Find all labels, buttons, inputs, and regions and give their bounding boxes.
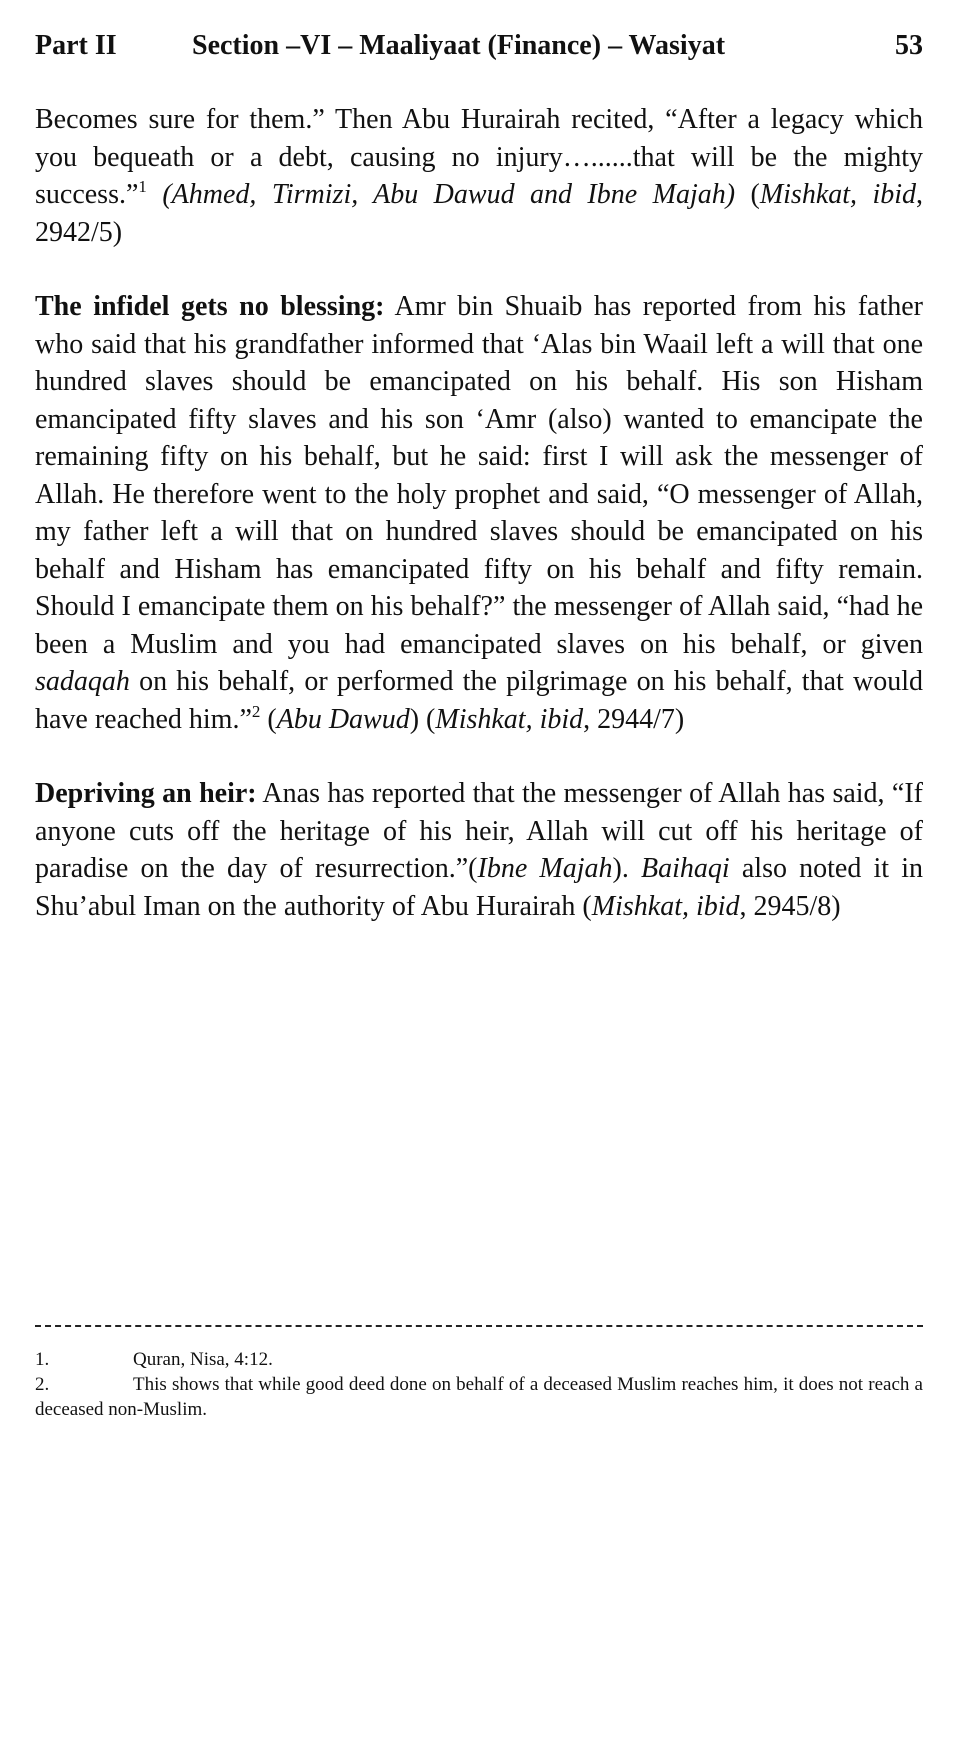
para2-text-2: on his behalf, or performed the pilgrimage on his behalf, that would have reached him.” (35, 666, 923, 735)
para3-citation-mishkat: Mishkat, ibid (591, 890, 740, 922)
paragraph-infidel (35, 288, 923, 738)
para1-text-1: Becomes sure for them.” Then Abu Hurairah recited, “After a legacy which you bequeath or a debt, causing no injury…......that will be the mighty success.” (35, 104, 923, 210)
para3-text-4: , 2945/8) (739, 890, 841, 922)
footnote-2 (35, 1372, 923, 1422)
paragraph-legacy (35, 101, 923, 251)
para3-text-1: Anas has reported that the messenger of Allah has said, “If anyone cuts off the heritage of his heir, Allah will cut off his heritage of paradise on the day of resurrection.”( (35, 778, 923, 884)
para3-heading: Depriving an heir: (35, 778, 257, 809)
footnote-2-number: 2. (35, 1374, 50, 1395)
footnote-2-text: This shows that while good deed done on behalf of a deceased Muslim reaches him, it does not reach a deceased non-Muslim. (35, 1374, 923, 1420)
header-part: Part II (35, 30, 117, 61)
para2-term-sadaqah: sadaqah (35, 666, 130, 697)
footnotes (35, 1347, 923, 1422)
running-header (35, 28, 923, 64)
para1-text-4: , 2942/5) (35, 179, 924, 248)
para2-text-4: ) ( (409, 703, 436, 735)
para1-citation-sources: (Ahmed, Tirmizi, Abu Dawud and Ibne Majah) (162, 179, 736, 210)
footnote-1-text: Quran, Nisa, 4:12. (133, 1349, 273, 1370)
footnote-separator (35, 1325, 923, 1327)
para3-citation-ibne-majah: Ibne Majah (477, 853, 613, 884)
para1-text-3: ( (735, 179, 760, 210)
para2-citation-mishkat: Mishkat, ibid (435, 703, 584, 735)
para2-citation-abu-dawud: Abu Dawud (276, 703, 410, 735)
para1-text-2 (147, 179, 162, 210)
para2-text-3: ( (260, 703, 277, 735)
para2-text-5: , 2944/7) (583, 703, 685, 735)
footnote-ref-1: 1 (138, 177, 147, 196)
para3-citation-baihaqi: Baihaqi (641, 853, 730, 884)
footnote-1-number: 1. (35, 1349, 50, 1370)
header-section-title: Section –VI – Maaliyaat (Finance) – Wasiyat (192, 30, 726, 61)
para2-text-1: Amr bin Shuaib has reported from his father who said that his grandfather informed that ‘Alas bin Waail left a will that one hundred slaves should be emancipated on his behalf. His son Hisham emancipated fifty slaves and his son ‘Amr (also) wanted to emancipate the remaining fifty on his behalf, but he said: first I will ask the messenger of Allah. He therefore went to the holy prophet and said, “O messenger of Allah, my father left a will that on hundred slaves should be emancipated on his behalf and Hisham has emancipated fifty on his behalf and fifty remain. Should I emancipate them on his behalf?” the messenger of Allah said, “had he been a Muslim and you had emancipated slaves on his behalf, or given (35, 291, 923, 660)
para3-text-3: also noted it in Shu’abul Iman on the authority of Abu Hurairah ( (35, 853, 924, 922)
para1-citation-mishkat: Mishkat, ibid (759, 179, 917, 210)
page-number: 53 (895, 30, 923, 61)
body-text (35, 101, 923, 962)
para2-heading: The infidel gets no blessing: (35, 291, 385, 322)
paragraph-heir (35, 775, 923, 925)
footnote-ref-2: 2 (251, 701, 261, 721)
footnote-1 (35, 1347, 923, 1372)
para3-text-2: ). (612, 853, 642, 884)
